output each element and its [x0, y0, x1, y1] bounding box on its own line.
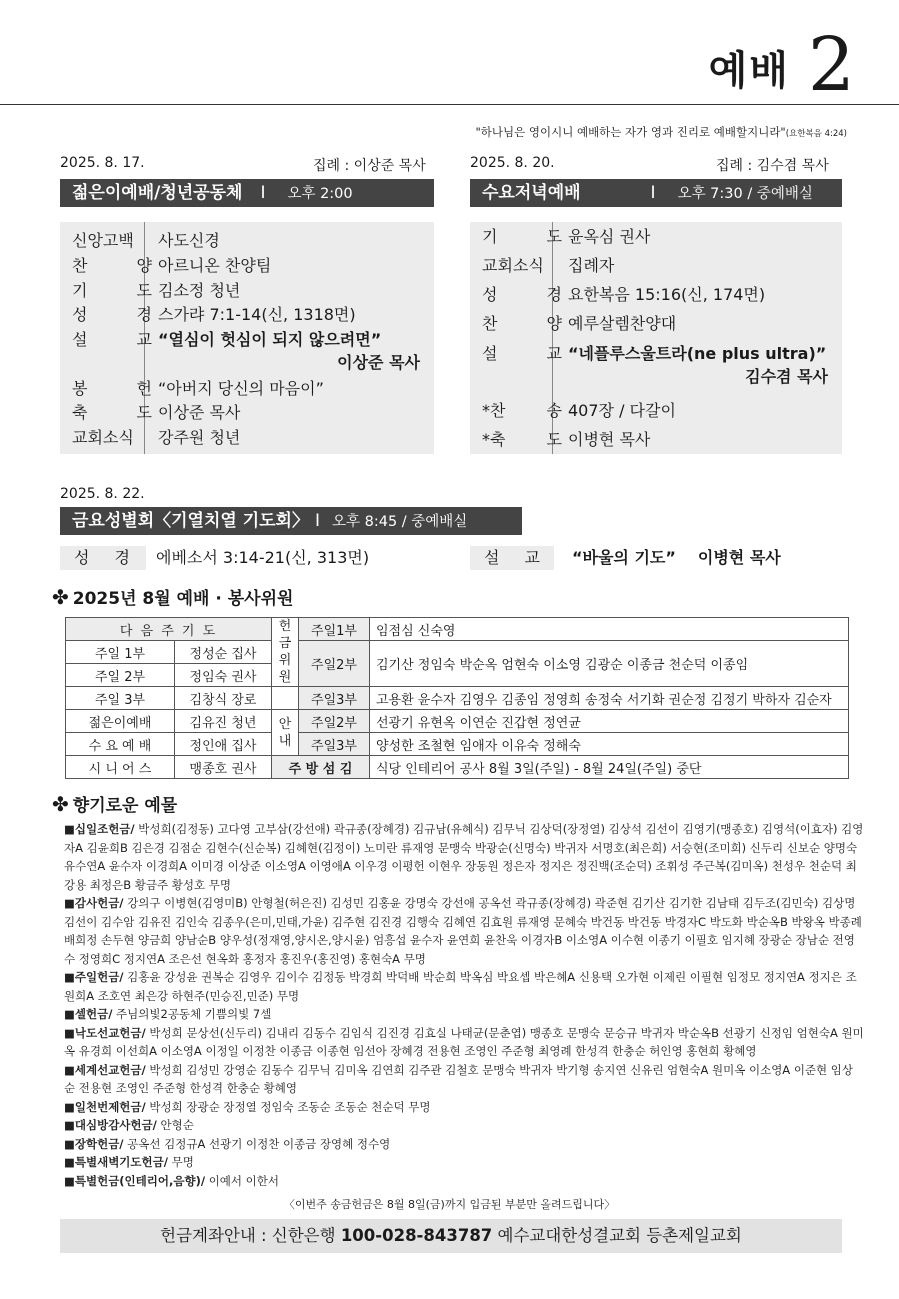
offering-entry — [64, 894, 864, 968]
wednesday-order — [470, 222, 842, 454]
offering-entry — [64, 1135, 864, 1154]
offering-category: ■셀헌금/ — [64, 1007, 113, 1021]
prayer-service: 수 요 예 배 — [66, 733, 175, 756]
committee-table — [65, 617, 849, 779]
sunday-leader: 집례 : 이상준 목사 — [313, 158, 426, 174]
order-value: 사도신경 — [158, 231, 220, 250]
order-row — [60, 278, 434, 304]
offering-donors: 박성희 문상선(신두리) 김내리 김동수 김임식 김진경 김효실 나태균(문춘엽) 맹종호 문맹숙 문승규 박귀자 박순옥B 선광기 신정임 엄현숙A 원미옥 유경희 이선희A 이소영A 이정일 이정찬 이종금 이종현 임선아 장혜경 전용현 조영인 주준형 최영례 한성격 한충순 허인영 홍현희 황혜영 — [64, 1025, 864, 1058]
prayer-person: 김창식 장로 — [175, 687, 272, 710]
order-key: 신앙고백 — [72, 231, 134, 250]
committee-title: ✤ 2025년 8월 예배 · 봉사위원 — [52, 585, 294, 609]
friday-scripture-key: 성 경 — [60, 546, 146, 570]
order-row — [60, 253, 434, 279]
offering-entry — [64, 968, 864, 1005]
offering-donors: 김홍윤 강성윤 권복순 김영우 김이수 김정동 박경희 박덕배 박순희 박옥심 박요셉 박은혜A 신용택 오가현 이제린 이필현 임정모 정지연A 정지은 조원희A 조호연 최은강 하현주(민승진,민준) 무명 — [64, 970, 857, 1003]
offering-donors: 이예서 이한서 — [205, 1173, 280, 1188]
order-key: 찬 양 — [482, 314, 562, 333]
order-value: 집례자 — [568, 256, 615, 275]
order-row — [60, 376, 434, 402]
offering-donors: 주님의빛2공동체 기쁨의빛 7셀 — [112, 1007, 272, 1021]
order-key: 성 경 — [482, 285, 562, 304]
order-key: 기 도 — [72, 281, 152, 300]
order-row — [470, 282, 842, 308]
wednesday-date: 2025. 8. 20. — [470, 155, 555, 171]
offering-entry — [64, 820, 864, 894]
header-verse: "하나님은 영이시니 예배하는 자가 영과 진리로 예배할지니라"(요한복음 4:24) — [475, 125, 847, 139]
guide-names: 선광기 유현옥 이연순 진갑현 정연균 — [370, 710, 849, 733]
order-value: 407장 / 다갈이 — [568, 401, 676, 420]
offering-entry — [64, 1005, 864, 1024]
offering-category: ■세계선교헌금/ — [64, 1062, 146, 1077]
order-value: 강주원 청년 — [158, 428, 241, 447]
clover-icon: ✤ — [52, 585, 69, 609]
prayer-service: 주일 3부 — [66, 687, 175, 710]
offering-donors: 박성희 김성민 강영순 김동수 김무닉 김미옥 김연희 김주관 김철호 문맹숙 박귀자 박기형 송지연 신유린 엄현숙A 원미옥 이소영A 이준현 임상순 전용현 조영인 주준형 한성격 한충순 황혜영 — [64, 1062, 854, 1095]
friday-scripture: 에베소서 3:14-21(신, 313면) — [156, 548, 370, 567]
order-key: 교회소식 — [72, 428, 134, 447]
offering-entry — [64, 1098, 864, 1117]
wednesday-title-bar: 수요저녁예배 I 오후 7:30 / 중예배실 — [470, 179, 842, 207]
order-row — [470, 398, 842, 424]
prayer-person: 정임숙 권사 — [175, 664, 272, 687]
offerings-list — [64, 820, 864, 1190]
offering-donors: 안형순 — [156, 1118, 194, 1132]
offering-category: ■특별헌금(인테리어,음향)/ — [64, 1173, 206, 1188]
offering-entry — [64, 1116, 864, 1135]
offering-service: 주일1부 — [299, 618, 370, 641]
page-title: 예배 2 — [708, 22, 857, 108]
order-key: 성 경 — [72, 305, 152, 324]
offering-category: ■대심방감사헌금/ — [64, 1118, 157, 1132]
prayer-person: 맹종호 권사 — [175, 756, 272, 779]
kitchen-notice: 식당 인테리어 공사 8월 3일(주일) - 8월 24일(주일) 중단 — [370, 756, 849, 779]
sunday-order — [60, 222, 434, 454]
guide-service: 주일3부 — [299, 733, 370, 756]
wednesday-leader: 집례 : 김수겸 목사 — [716, 158, 829, 174]
order-key: 기 도 — [482, 227, 562, 246]
preacher-name: 김수겸 목사 — [745, 367, 828, 386]
offering-category: ■주일헌금/ — [64, 970, 124, 984]
friday-sermon: “바울의 기도” 이병현 목사 — [572, 548, 781, 567]
order-value: 스가랴 7:1-14(신, 1318면) — [158, 305, 356, 324]
prayer-service: 주일 2부 — [66, 664, 175, 687]
offering-category: ■낙도선교헌금/ — [64, 1025, 146, 1040]
order-row — [470, 427, 842, 453]
order-value: “열심이 헛심이 되지 않으려면” — [158, 330, 382, 349]
offering-category: ■십일조헌금/ — [64, 822, 135, 836]
prayer-person: 정성순 집사 — [175, 641, 272, 664]
order-key: 찬 양 — [72, 256, 152, 275]
prayer-service: 젊은이예배 — [66, 710, 175, 733]
offering-donors: 공옥선 김정규A 선광기 이정찬 이종금 장영혜 정수영 — [123, 1136, 391, 1151]
offering-names: 김기산 정임숙 박순옥 엄현숙 이소영 김광순 이종금 천순덕 이종임 — [370, 641, 849, 687]
offering-entry — [64, 1172, 864, 1191]
prayer-person: 김유진 청년 — [175, 710, 272, 733]
offerings-title: ✤ 향기로운 예물 — [52, 792, 178, 816]
transfer-notice: 〈이번주 송금헌금은 8월 8일(금)까지 입금된 부분만 올려드립니다〉 — [283, 1198, 616, 1211]
guide-service: 주일2부 — [299, 710, 370, 733]
friday-title-bar: 금요성별회〈기열치열 기도회〉 I 오후 8:45 / 중예배실 — [60, 507, 522, 535]
offering-service: 주일3부 — [299, 687, 370, 710]
prayer-service: 주일 1부 — [66, 641, 175, 664]
offering-names: 고용환 윤수자 김영우 김종임 정영희 송정숙 서기화 권순정 김정기 박하자 김순자 — [370, 687, 849, 710]
offering-entry — [64, 1061, 864, 1098]
guide-names: 양성한 조철현 임애자 이유숙 정해숙 — [370, 733, 849, 756]
offering-donors: 박성희 장광순 장정열 정임숙 조동순 조동순 천순덕 무명 — [145, 1099, 431, 1114]
offering-names: 임점심 신숙영 — [370, 618, 849, 641]
offering-service: 주일2부 — [299, 641, 370, 687]
order-value: 김소정 청년 — [158, 281, 241, 300]
order-value: 윤옥심 권사 — [568, 227, 651, 246]
order-row — [470, 253, 842, 279]
order-row — [470, 224, 842, 250]
order-value: 요한복음 15:16(신, 174면) — [568, 285, 766, 304]
offering-category: ■특별새벽기도헌금/ — [64, 1155, 168, 1169]
sunday-date: 2025. 8. 17. — [60, 155, 145, 171]
order-row — [60, 425, 434, 451]
offering-label: 헌금위원 — [272, 618, 299, 687]
offering-category: ■일천번제헌금/ — [64, 1099, 146, 1114]
friday-sermon-key: 설 교 — [470, 546, 554, 570]
order-value: 이병현 목사 — [568, 430, 651, 449]
prayer-service: 시 니 어 스 — [66, 756, 175, 779]
offering-donors: 강의구 이병현(김영미B) 안형철(허은진) 김성민 김홍윤 강명숙 강선애 공옥선 곽규종(장혜경) 곽준현 김기산 김기한 김남태 김두조(김민숙) 김상명 김선이 김수암 김유진 김인숙 김종우(은미,민태,가윤) 김주현 김진경 김행숙 김혜연 김효원 류재영 문혜숙 박건동 박건동 박경자C 박도화 박순옥B 박왕옥 박종례 배희정 손두현 양금희 양남순B 양우성(정재영,양시온,양시윤) 엄흥섭 윤수자 윤연희 윤찬욱 이경자B 이소영A 이수현 이종기 이필호 임지혜 장광순 장남순 전영수 정영희C 정지연A 조은선 현옥화 홍정자 홍진우(홍진영) 홍현숙A 무명 — [64, 896, 862, 966]
order-value: 이상준 목사 — [158, 403, 241, 422]
order-value: “네플루스울트라(ne plus ultra)” — [568, 344, 827, 363]
header-divider — [0, 104, 899, 105]
order-value: “아버지 당신의 마음이” — [158, 379, 324, 398]
prayer-header: 다 음 주 기 도 — [66, 618, 272, 641]
guide-label: 안내 — [272, 710, 299, 756]
prayer-person: 정인애 집사 — [175, 733, 272, 756]
offering-category: ■장학헌금/ — [64, 1136, 124, 1151]
offering-entry — [64, 1024, 864, 1061]
order-key: *축 도 — [482, 430, 562, 449]
friday-date: 2025. 8. 22. — [60, 486, 145, 502]
kitchen-label: 주 방 섬 김 — [272, 756, 370, 779]
offering-category: ■감사헌금/ — [64, 896, 124, 910]
order-row — [60, 228, 434, 254]
clover-icon: ✤ — [52, 792, 69, 816]
order-key: 축 도 — [72, 403, 152, 422]
account-info: 헌금계좌안내 : 신한은행 100-028-843787 예수교대한성결교회 등촌제일교회 — [60, 1219, 842, 1253]
order-row — [60, 400, 434, 426]
order-row — [470, 311, 842, 337]
preacher-name: 이상준 목사 — [337, 353, 420, 372]
sunday-title-bar: 젊은이예배/청년공동체 I 오후 2:00 — [60, 179, 434, 207]
order-key: *찬 송 — [482, 401, 562, 420]
order-key: 봉 헌 — [72, 379, 152, 398]
order-key: 설 교 — [72, 330, 152, 349]
order-key: 설 교 — [482, 344, 562, 363]
order-row — [60, 302, 434, 328]
offering-entry — [64, 1153, 864, 1172]
order-value: 아르니온 찬양팀 — [158, 256, 272, 275]
order-key: 교회소식 — [482, 256, 544, 275]
offering-donors: 박성희(김정동) 고다영 고부삼(강선애) 곽규종(장혜경) 김규남(유혜식) 김무닉 김상덕(장정열) 김상석 김선이 김영기(맹종호) 김영석(이효자) 김영자A 김윤희B 김은경 김점순 김현수(신순복) 김혜현(김정이) 노미란 류재영 문맹숙 박광순(신명숙) 박귀자 서명호(최은희) 서승현(조미희) 신두리 신보순 양명숙 유수연A 윤수자 이경희A 이미경 이상준 이소영A 이영애A 이우경 이평헌 이현우 장동원 정은자 정지은 정진백(조순덕) 조휘성 주근복(김미옥) 천성우 천순덕 최강용 최정은B 황금주 황성호 무명 — [64, 822, 864, 892]
order-value: 예루살렘찬양대 — [568, 314, 677, 333]
offering-donors: 무명 — [167, 1155, 194, 1169]
